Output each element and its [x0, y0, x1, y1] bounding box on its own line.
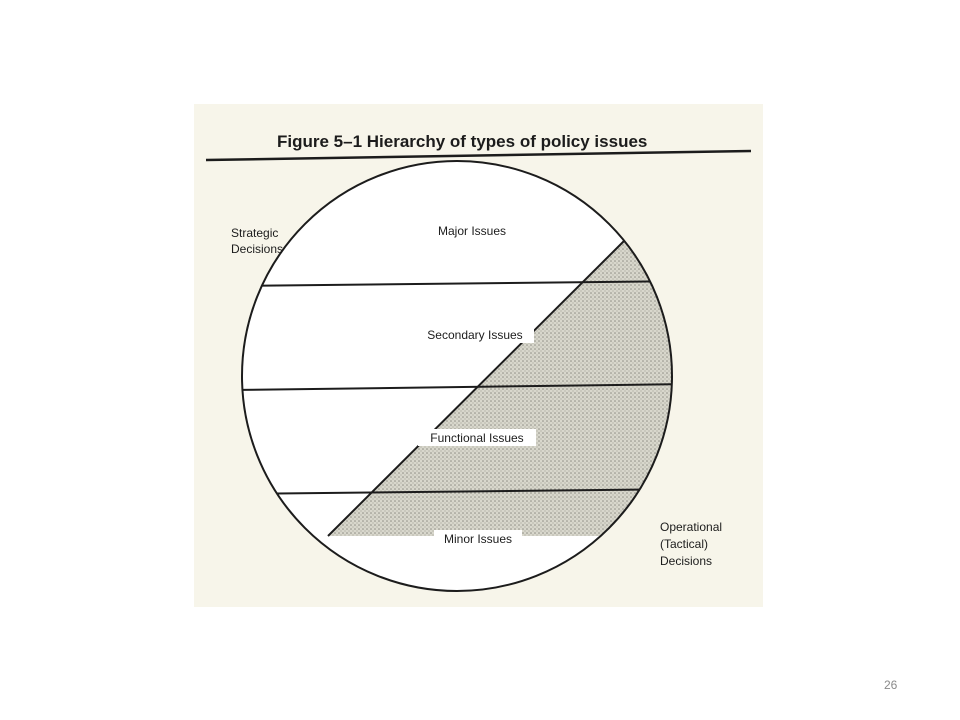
title-rule: [206, 151, 751, 160]
operational-label-line2: (Tactical): [660, 537, 709, 551]
strategic-label-line1: Strategic: [231, 226, 279, 240]
strategic-label-line2: Decisions: [231, 242, 284, 256]
band-label-secondary: Secondary Issues: [427, 328, 523, 342]
operational-label-line3: Decisions: [660, 554, 713, 568]
operational-label-line1: Operational: [660, 520, 723, 534]
hierarchy-diagram: [194, 104, 763, 607]
scanned-figure: [194, 104, 763, 607]
figure-title: Figure 5–1 Hierarchy of types of policy issues: [277, 132, 648, 151]
page-number: 26: [884, 678, 898, 692]
band-label-minor: Minor Issues: [443, 532, 513, 546]
band-label-functional: Functional Issues: [430, 431, 524, 445]
band-label-major: Major Issues: [437, 224, 507, 238]
